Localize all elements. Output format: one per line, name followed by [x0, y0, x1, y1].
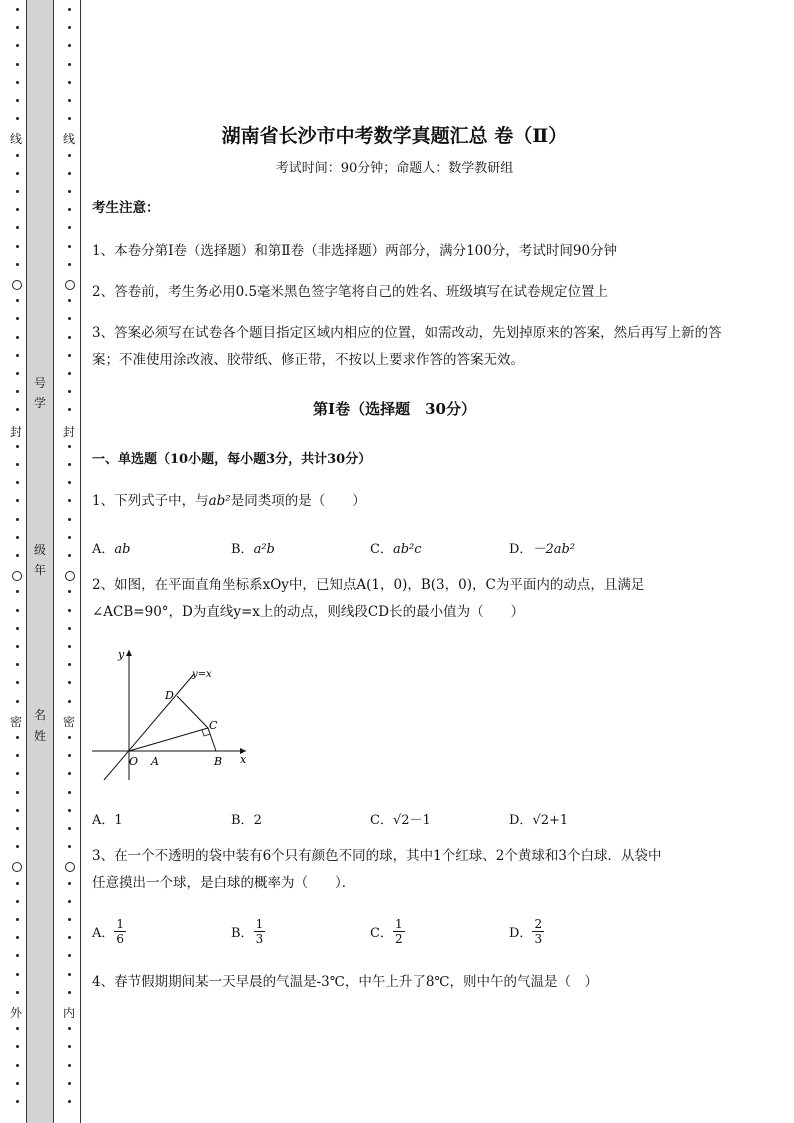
cut-dot: [16, 445, 19, 448]
cut-mark-line-left: 线: [9, 132, 22, 146]
binding-margin-strip: [26, 0, 53, 1123]
cut-dot: [16, 882, 19, 885]
cut-dot: [16, 518, 19, 521]
cut-dot: [68, 336, 71, 339]
cut-dot: [68, 845, 71, 848]
binding-margin-border-right: [80, 0, 81, 1123]
point-D-label: D: [165, 689, 174, 702]
segment-DC: [177, 696, 208, 728]
cut-dot: [16, 936, 19, 939]
cut-mark-circle-right: [65, 280, 75, 290]
q1-option-c: C．ab²c: [370, 542, 422, 557]
origin-label: O: [129, 755, 139, 768]
cut-dot: [16, 208, 19, 211]
cut-dot: [16, 317, 19, 320]
cut-dot: [16, 408, 19, 411]
q2-stem-line1: 2、如图，在平面直角坐标系xOy中，已知点A(1，0)，B(3，0)，C为平面内的动点，且满足: [92, 577, 645, 593]
cut-mark-line-right: 线: [62, 132, 75, 146]
cut-dot: [68, 1100, 71, 1103]
cut-dot: [16, 245, 19, 248]
cut-dot: [68, 1064, 71, 1067]
cut-dot: [68, 554, 71, 557]
cut-dot: [16, 827, 19, 830]
cut-dot: [68, 317, 71, 320]
field-label-student-id: 号: [33, 376, 46, 390]
part1-title: 第Ⅰ卷（选择题 30分）: [313, 400, 476, 418]
cut-dot: [16, 336, 19, 339]
notice-item: 2、答卷前，考生务必用0.5毫米黑色签字笔将自己的姓名、班级填写在试卷规定位置上: [92, 284, 609, 300]
cut-dot: [68, 63, 71, 66]
cut-dot: [16, 390, 19, 393]
field-label-name: 姓: [33, 729, 46, 743]
line-y-eq-x: [104, 674, 194, 780]
cut-mark-secret-left: 密: [9, 715, 22, 729]
cut-dot: [68, 936, 71, 939]
cut-dot: [16, 681, 19, 684]
cut-dot: [16, 754, 19, 757]
cut-mark-circle-right: [65, 862, 75, 872]
cut-dot: [68, 609, 71, 612]
cut-dot: [16, 791, 19, 794]
cut-mark-seal-right: 封: [62, 425, 75, 439]
cut-dot: [16, 554, 19, 557]
cut-dot: [68, 263, 71, 266]
q1-stem: [92, 488, 752, 515]
line-label: y=x: [192, 669, 212, 680]
cut-dot: [16, 627, 19, 630]
cut-mark-circle-left: [12, 280, 22, 290]
cut-dot: [68, 954, 71, 957]
q2-option-c: C．√2－1: [370, 813, 431, 828]
q3-option-a: A． $\frac{1}{6}$: [92, 917, 125, 946]
cut-dot: [68, 900, 71, 903]
cut-dot: [68, 918, 71, 921]
cut-dot: [68, 772, 71, 775]
cut-dot: [68, 481, 71, 484]
cut-dot: [16, 63, 19, 66]
axis-x-label: x: [240, 753, 247, 766]
cut-dot: [68, 700, 71, 703]
field-label-name: 名: [33, 708, 46, 722]
cut-dot: [16, 190, 19, 193]
cut-dot: [68, 809, 71, 812]
point-A-label: A: [151, 755, 159, 768]
cut-mark-circle-right: [65, 571, 75, 581]
q3-option-c: C． $\frac{1}{2}$: [370, 917, 403, 946]
cut-mark-secret-right: 密: [62, 715, 75, 729]
cut-dot: [16, 772, 19, 775]
cut-dot: [16, 26, 19, 29]
field-label-grade: 级: [33, 543, 46, 557]
cut-dot: [68, 791, 71, 794]
cut-dot: [68, 190, 71, 193]
q1-option-d: D．－2ab²: [509, 542, 575, 557]
cut-dot: [68, 736, 71, 739]
cut-dot: [16, 263, 19, 266]
cut-dot: [68, 99, 71, 102]
cut-dot: [16, 663, 19, 666]
cut-dot: [16, 44, 19, 47]
cut-dot: [16, 991, 19, 994]
cut-mark-inner-right: 内: [62, 1006, 75, 1020]
cut-dot: [16, 154, 19, 157]
cut-dot: [68, 1027, 71, 1030]
cut-dot: [16, 954, 19, 957]
cut-dot: [68, 627, 71, 630]
cut-dot: [16, 299, 19, 302]
cut-dot: [16, 226, 19, 229]
cut-dot: [68, 117, 71, 120]
cut-dot: [68, 1045, 71, 1048]
binding-margin-border-mid: [53, 0, 54, 1123]
notice-item: 3、答案必须写在试卷各个题目指定区域内相应的位置，如需改动，先划掉原来的答案，然后再写上新的答案；不准使用涂改液、胶带纸、修正带，不按以上要求作答的答案无效。: [92, 325, 722, 368]
cut-dot: [16, 99, 19, 102]
cut-dot: [16, 481, 19, 484]
cut-dot: [16, 8, 19, 11]
field-label-student-id: 学: [33, 396, 46, 410]
cut-mark-seal-left: 封: [9, 425, 22, 439]
cut-dot: [68, 226, 71, 229]
section-title: 一、单选题（10小题，每小题3分，共计30分）: [92, 452, 372, 467]
cut-dot: [16, 736, 19, 739]
cut-dot: [68, 590, 71, 593]
cut-mark-circle-left: [12, 571, 22, 581]
q3-stem-line2: 任意摸出一个球，是白球的概率为（ ）．: [92, 875, 356, 891]
cut-dot: [68, 408, 71, 411]
cut-dot: [68, 518, 71, 521]
q3-stem-line1: 3、在一个不透明的袋中装有6个只有颜色不同的球，其中1个红球、2个黄球和3个白球．从袋中: [92, 848, 662, 864]
point-B-label: B: [214, 755, 223, 768]
cut-dot: [68, 991, 71, 994]
cut-dot: [68, 354, 71, 357]
cut-dot: [16, 499, 19, 502]
cut-dot: [68, 827, 71, 830]
cut-dot: [16, 590, 19, 593]
cut-dot: [68, 172, 71, 175]
cut-dot: [68, 463, 71, 466]
cut-dot: [68, 245, 71, 248]
cut-dot: [16, 117, 19, 120]
cut-dot: [68, 44, 71, 47]
cut-dot: [68, 882, 71, 885]
cut-dot: [68, 154, 71, 157]
y-axis-arrow: [126, 650, 132, 656]
cut-dot: [68, 445, 71, 448]
cut-dot: [16, 609, 19, 612]
field-label-grade: 年: [33, 563, 46, 577]
notice-item: 1、本卷分第Ⅰ卷（选择题）和第Ⅱ卷（非选择题）两部分，满分100分，考试时间90分钟: [92, 243, 618, 259]
cut-dot: [68, 663, 71, 666]
cut-dot: [16, 700, 19, 703]
axis-y-label: y: [118, 648, 125, 661]
exam-subtitle: 考试时间：90分钟；命题人：数学教研组: [275, 161, 514, 176]
q3-option-b: B． $\frac{1}{3}$: [231, 917, 264, 946]
cut-mark-circle-left: [12, 862, 22, 872]
cut-dot: [16, 536, 19, 539]
q2-option-d: D．√2+1: [509, 813, 569, 828]
cut-dot: [16, 172, 19, 175]
cut-dot: [16, 463, 19, 466]
q1-stem-post: 是同类项的是（ ）: [230, 493, 366, 509]
cut-dot: [68, 81, 71, 84]
q2-figure: [88, 640, 258, 790]
q3-option-d: D． $\frac{2}{3}$: [509, 917, 543, 946]
point-C-label: C: [209, 719, 218, 732]
cut-dot: [68, 208, 71, 211]
cut-dot: [16, 645, 19, 648]
cut-dot: [16, 1064, 19, 1067]
cut-dot: [16, 918, 19, 921]
cut-dot: [68, 499, 71, 502]
q1-option-a: A．ab: [92, 542, 131, 557]
cut-dot: [16, 809, 19, 812]
cut-dot: [16, 1100, 19, 1103]
cut-dot: [68, 645, 71, 648]
cut-dot: [16, 372, 19, 375]
cut-dot: [16, 354, 19, 357]
q4-stem: 4、春节假期期间某一天早晨的气温是-3℃，中午上升了8℃，则中午的气温是（ ）: [92, 974, 599, 990]
cut-dot: [68, 1082, 71, 1085]
q2-option-b: B．2: [231, 813, 262, 828]
cut-dot: [68, 299, 71, 302]
cut-dot: [68, 8, 71, 11]
cut-dot: [68, 754, 71, 757]
cut-dot: [16, 81, 19, 84]
exam-title: 湖南省长沙市中考数学真题汇总 卷（Ⅱ）: [221, 125, 568, 147]
cut-dot: [68, 973, 71, 976]
cut-line-dots-right: [60, 0, 80, 1123]
cut-dot: [16, 845, 19, 848]
q2-option-a: A．1: [92, 813, 123, 828]
segment-OC: [129, 728, 208, 751]
cut-mark-outer-left: 外: [9, 1006, 22, 1020]
q1-stem-expr: ab²: [208, 493, 231, 509]
cut-dot: [68, 681, 71, 684]
cut-dot: [16, 900, 19, 903]
cut-dot: [68, 26, 71, 29]
cut-dot: [68, 390, 71, 393]
cut-dot: [16, 1027, 19, 1030]
cut-dot: [16, 973, 19, 976]
cut-dot: [68, 372, 71, 375]
q2-stem-line2: ∠ACB=90°，D为直线y=x上的动点，则线段CD长的最小值为（ ）: [92, 604, 525, 620]
q1-stem-pre: 1、下列式子中，与: [92, 493, 209, 509]
cut-dot: [16, 1082, 19, 1085]
notice-heading: 考生注意：: [92, 200, 160, 216]
cut-line-dots-left: [8, 0, 28, 1123]
cut-dot: [68, 536, 71, 539]
q1-option-b: B．a²b: [231, 542, 275, 557]
cut-dot: [16, 1045, 19, 1048]
